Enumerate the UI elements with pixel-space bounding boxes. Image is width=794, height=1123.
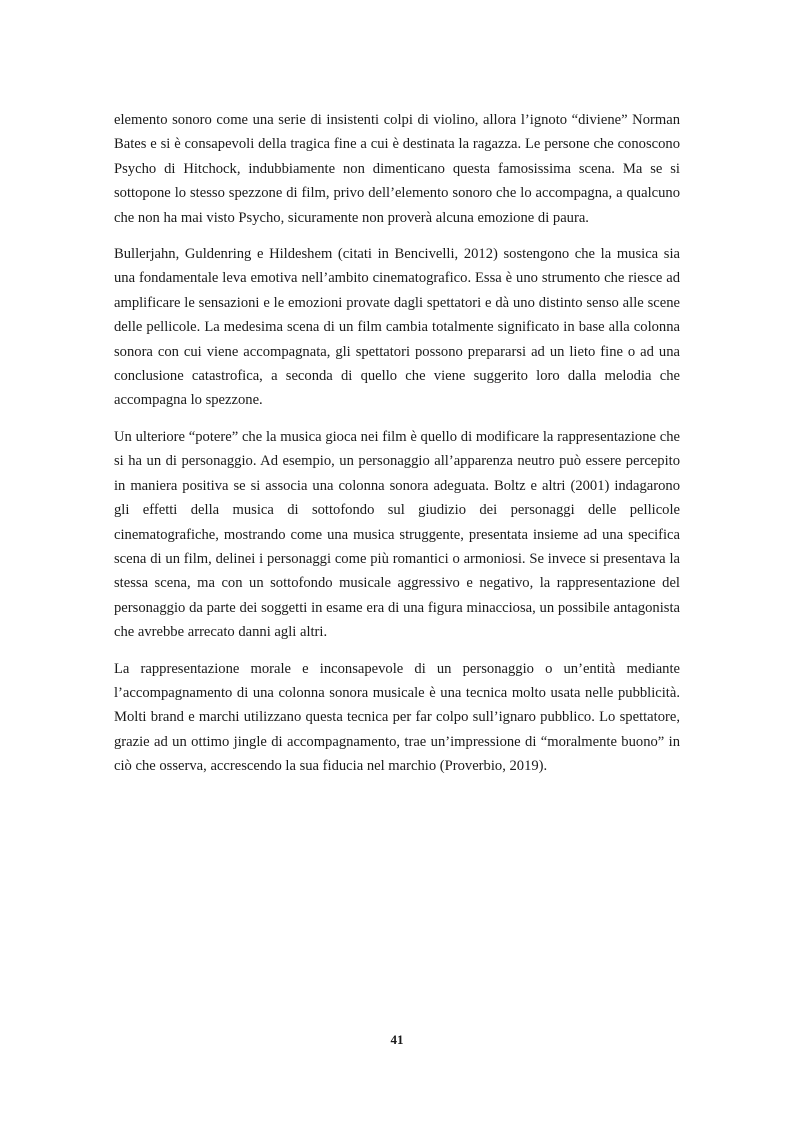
paragraph-psycho-scene: elemento sonoro come una serie di insistenti colpi di violino, allora l’ignoto “diviene” Norman Bates e si è consapevoli della tragica fine a cui è destinata la ragazza. Le persone che conoscono Psycho di Hitchock, indubbiamente non dimenticano questa famosissima scena. Ma se si sottopone lo stesso spezzone di film, privo dell’elemento sonoro che lo accompagna, a qualcuno che non ha mai visto Psycho, sicuramente non proverà alcuna emozione di paura. bbox=[114, 112, 680, 226]
document-body bbox=[114, 108, 680, 791]
paragraph-emotional-lever: Bullerjahn, Guldenring e Hildeshem (citati in Bencivelli, 2012) sostengono che la musica sia una fondamentale leva emotiva nell’ambito cinematografico. Essa è uno strumento che riesce ad amplificare le sensazioni e le emozioni provate dagli spettatori e dà uno distinto senso alle scene delle pellicole. La medesima scena di un film cambia totalmente significato in base alla colonna sonora con cui viene accompagnata, gli spettatori possono prepararsi ad un lieto fine o ad una conclusione catastrofica, a seconda di quello che viene suggerito loro dalla melodia che accompagna lo spezzone. bbox=[114, 246, 680, 409]
paragraph-character-representation: Un ulteriore “potere” che la musica gioca nei film è quello di modificare la rappresentazione che si ha un di personaggio. Ad esempio, un personaggio all’apparenza neutro può essere percepito in maniera positiva se si associa una colonna sonora adeguata. Boltz e altri (2001) indagarono gli effetti della musica di sottofondo sul giudizio dei personaggi delle pellicole cinematografiche, mostrando come una musica struggente, presentata insieme ad una specifica scena di un film, delinei i personaggi come più romantici o armoniosi. Se invece si presentava la stessa scena, ma con un sottofondo musicale aggressivo e negativo, la rappresentazione del personaggio da parte dei soggetti in esame era di una figura minacciosa, un possibile antagonista che avrebbe arrecato danni agli altri. bbox=[114, 428, 680, 641]
paragraph-advertising: La rappresentazione morale e inconsapevole di un personaggio o un’entità mediante l’accompagnamento di una colonna sonora musicale è una tecnica molto usata nelle pubblicità. Molti brand e marchi utilizzano questa tecnica per far colpo sull’ignaro pubblico. Lo spettatore, grazie ad un ottimo jingle di accompagnamento, trae un’impressione di “moralmente buono” in ciò che osserva, accrescendo la sua fiducia nel marchio (Proverbio, 2019). bbox=[114, 660, 680, 775]
page-number: 41 bbox=[390, 1032, 404, 1047]
